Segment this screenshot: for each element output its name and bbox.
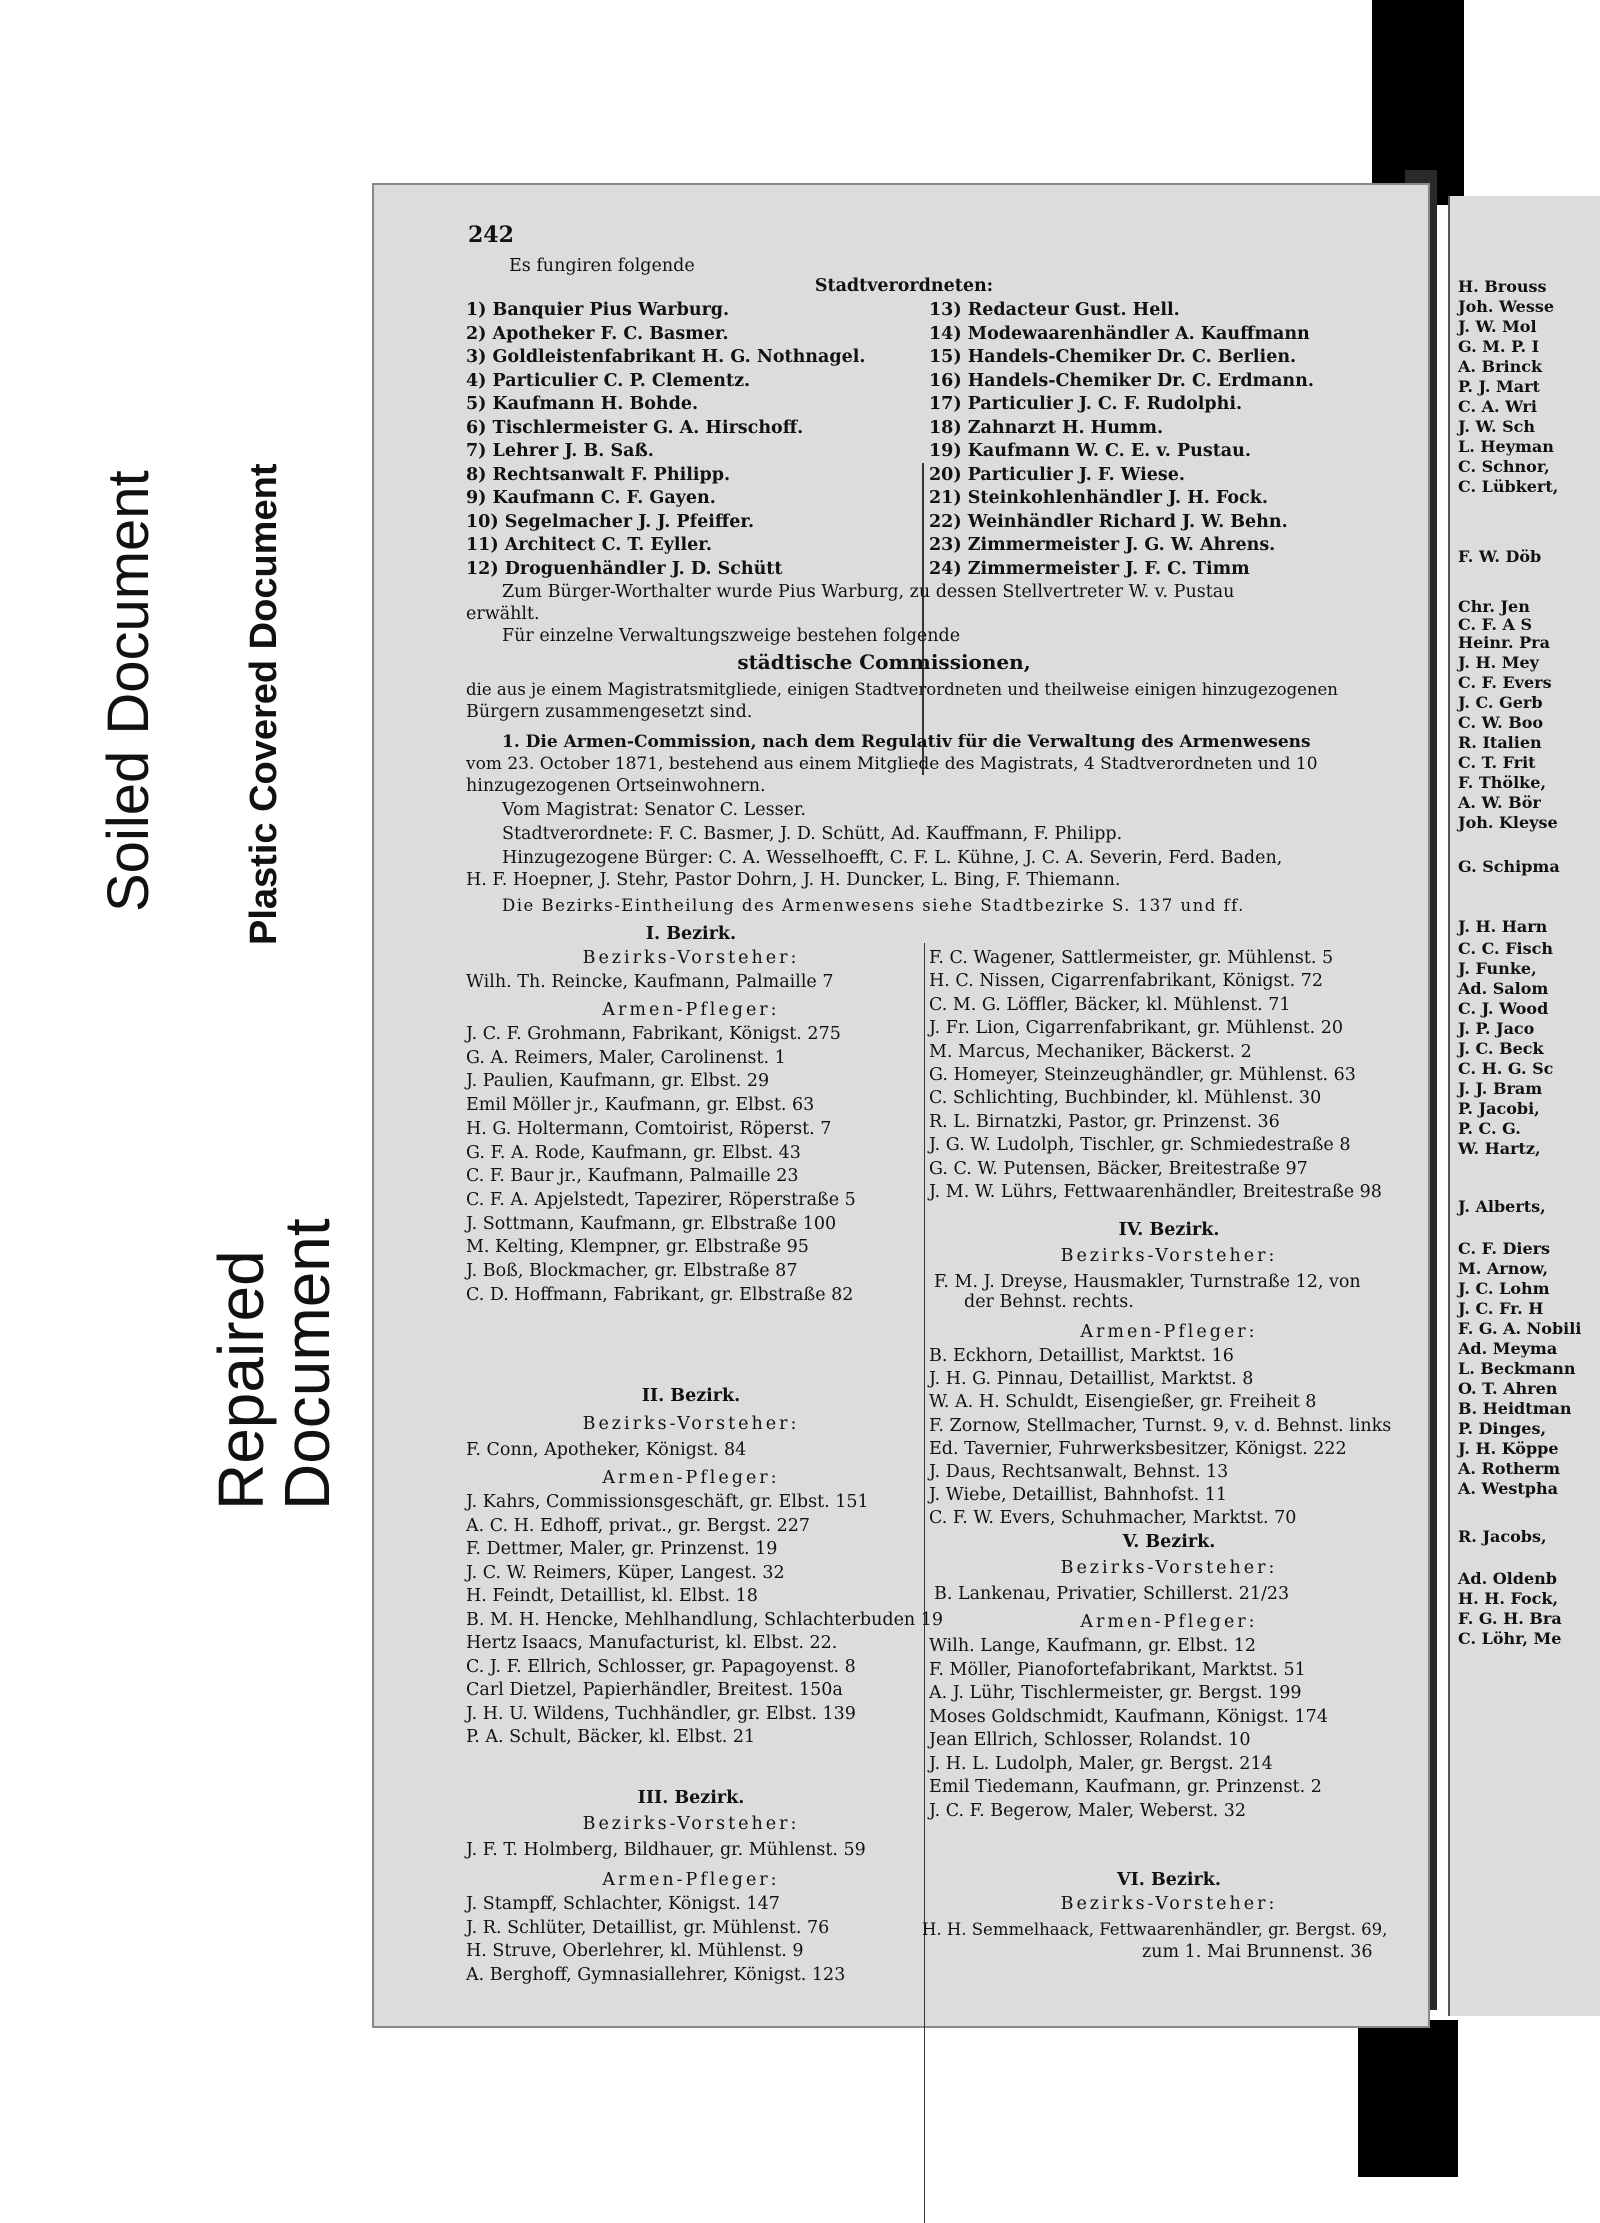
bezirk-6-vorsteher: H. H. Semmelhaack, Fettwaarenhändler, gr. Bergst. 69, bbox=[922, 1920, 1388, 1939]
pfleger-entry: C. F. W. Evers, Schuhmacher, Marktst. 70 bbox=[929, 1508, 1297, 1529]
adjacent-page-entry: J. W. Sch bbox=[1458, 417, 1536, 436]
paragraph-commissionen: die aus je einem Magistratsmitgliede, einigen Stadtverordneten und theilweise einigen hinzugezogenen bbox=[466, 680, 1338, 699]
adjacent-page-entry: L. Heyman bbox=[1458, 437, 1554, 456]
adjacent-page-entry: Ad. Oldenb bbox=[1458, 1569, 1557, 1588]
member-entry: 15) Handels-Chemiker Dr. C. Berlien. bbox=[929, 347, 1297, 367]
member-entry: 17) Particulier J. C. F. Rudolphi. bbox=[929, 394, 1243, 414]
paragraph-verwaltung: Für einzelne Verwaltungszweige bestehen folgende bbox=[502, 626, 961, 646]
adjacent-page-entry: Ad. Salom bbox=[1458, 979, 1549, 998]
adjacent-page-entry: J. C. Lohm bbox=[1458, 1279, 1550, 1298]
adjacent-page-entry: P. Jacobi, bbox=[1458, 1099, 1540, 1118]
pfleger-entry: C. J. F. Ellrich, Schlosser, gr. Papagoyenst. 8 bbox=[466, 1656, 856, 1677]
pfleger-entry: R. L. Birnatzki, Pastor, gr. Prinzenst. 36 bbox=[929, 1111, 1280, 1132]
pfleger-entry: Wilh. Lange, Kaufmann, gr. Elbst. 12 bbox=[929, 1636, 1256, 1656]
adjacent-page-entry: O. T. Ahren bbox=[1458, 1379, 1558, 1398]
member-entry: 24) Zimmermeister J. F. C. Timm bbox=[929, 558, 1250, 579]
pfleger-entry: Ed. Tavernier, Fuhrwerksbesitzer, Königst. 222 bbox=[929, 1438, 1347, 1459]
bezirk-1-vorsteher: Wilh. Th. Reincke, Kaufmann, Palmaille 7 bbox=[466, 972, 834, 992]
pfleger-entry: B. M. H. Hencke, Mehlhandlung, Schlachterbuden 19 bbox=[466, 1609, 944, 1630]
pfleger-entry: M. Marcus, Mechaniker, Bäckerst. 2 bbox=[929, 1041, 1252, 1062]
pfleger-entry: J. Fr. Lion, Cigarrenfabrikant, gr. Mühlenst. 20 bbox=[929, 1018, 1344, 1039]
pfleger-entry: H. Feindt, Detaillist, kl. Elbst. 18 bbox=[466, 1586, 758, 1606]
pfleger-entry: Hertz Isaacs, Manufacturist, kl. Elbst. 22. bbox=[466, 1633, 838, 1653]
adjacent-page-entry: C. F. Evers bbox=[1458, 673, 1552, 692]
adjacent-page-entry: L. Beckmann bbox=[1458, 1359, 1576, 1378]
member-entry: 3) Goldleistenfabrikant H. G. Nothnagel. bbox=[466, 347, 866, 367]
pfleger-entry: Jean Ellrich, Schlosser, Rolandst. 10 bbox=[929, 1730, 1251, 1750]
pfleger-entry: H. G. Holtermann, Comtoirist, Röperst. 7 bbox=[466, 1118, 832, 1139]
pfleger-entry: J. H. U. Wildens, Tuchhändler, gr. Elbst. 139 bbox=[466, 1703, 856, 1724]
pfleger-entry: J. G. W. Ludolph, Tischler, gr. Schmiedestraße 8 bbox=[929, 1135, 1351, 1156]
adjacent-page-entry: J. C. Beck bbox=[1458, 1039, 1544, 1058]
member-entry: 18) Zahnarzt H. Humm. bbox=[929, 417, 1164, 438]
bezirk-2-vorsteher-label: Bezirks-Vorsteher: bbox=[582, 1414, 800, 1434]
pfleger-entry: P. A. Schult, Bäcker, kl. Elbst. 21 bbox=[466, 1727, 756, 1747]
member-entry: 4) Particulier C. P. Clementz. bbox=[466, 370, 751, 391]
hinzugezogene-line: Hinzugezogene Bürger: C. A. Wesselhoefft, C. F. L. Kühne, J. C. A. Severin, Ferd. Baden, bbox=[502, 848, 1283, 868]
member-entry: 22) Weinhändler Richard J. W. Behn. bbox=[929, 511, 1288, 532]
stadtverordnete-line: Stadtverordnete: F. C. Basmer, J. D. Schütt, Ad. Kauffmann, F. Philipp. bbox=[502, 824, 1123, 844]
adjacent-page-entry: Chr. Jen bbox=[1458, 597, 1530, 616]
adjacent-page-entry: J. H. Köppe bbox=[1458, 1439, 1559, 1458]
bezirk-3-pfleger-label: Armen-Pfleger: bbox=[602, 1870, 780, 1890]
bezirk-6-vorsteher-label: Bezirks-Vorsteher: bbox=[1060, 1894, 1278, 1914]
adjacent-page-entry: P. C. G. bbox=[1458, 1119, 1521, 1138]
pfleger-entry: B. Eckhorn, Detaillist, Marktst. 16 bbox=[929, 1346, 1234, 1366]
adjacent-page-entry: P. J. Mart bbox=[1458, 377, 1540, 396]
pfleger-entry: H. Struve, Oberlehrer, kl. Mühlenst. 9 bbox=[466, 1941, 804, 1961]
adjacent-page-entry: A. W. Bör bbox=[1458, 793, 1541, 812]
pfleger-entry: A. J. Lühr, Tischlermeister, gr. Bergst. 199 bbox=[929, 1683, 1302, 1703]
member-entry: 7) Lehrer J. B. Saß. bbox=[466, 441, 654, 461]
pfleger-entry: C. F. A. Apjelstedt, Tapezirer, Röperstraße 5 bbox=[466, 1189, 856, 1210]
member-entry: 13) Redacteur Gust. Hell. bbox=[929, 300, 1180, 320]
bezirk-2-vorsteher: F. Conn, Apotheker, Königst. 84 bbox=[466, 1440, 747, 1460]
pfleger-entry: J. H. L. Ludolph, Maler, gr. Bergst. 214 bbox=[929, 1753, 1273, 1774]
adjacent-page-entry: A. Rotherm bbox=[1458, 1459, 1561, 1478]
repaired-line-1: Repaired bbox=[205, 1250, 277, 1510]
bezirk-4-vorsteher-label: Bezirks-Vorsteher: bbox=[1060, 1246, 1278, 1266]
repaired-document-label bbox=[205, 1218, 343, 1510]
member-entry: 11) Architect C. T. Eyller. bbox=[466, 535, 712, 555]
pfleger-entry: J. C. F. Begerow, Maler, Weberst. 32 bbox=[929, 1800, 1247, 1821]
bezirk-4-title: IV. Bezirk. bbox=[1118, 1220, 1220, 1240]
member-entry: 10) Segelmacher J. J. Pfeiffer. bbox=[466, 511, 755, 532]
member-entry: 9) Kaufmann C. F. Gayen. bbox=[466, 488, 716, 508]
bezirk-2-pfleger-label: Armen-Pfleger: bbox=[602, 1468, 780, 1488]
bezirk-6-vorsteher-cont: zum 1. Mai Brunnenst. 36 bbox=[1142, 1942, 1373, 1962]
pfleger-entry: F. Dettmer, Maler, gr. Prinzenst. 19 bbox=[466, 1539, 778, 1559]
adjacent-page-entry: C. F. A S bbox=[1458, 615, 1533, 634]
pfleger-entry: J. Wiebe, Detaillist, Bahnhofst. 11 bbox=[929, 1485, 1228, 1506]
adjacent-page-entry: A. Brinck bbox=[1458, 357, 1543, 376]
column-divider bbox=[924, 943, 925, 2223]
repaired-line-2: Document bbox=[271, 1218, 343, 1510]
pfleger-entry: Carl Dietzel, Papierhändler, Breitest. 150a bbox=[466, 1680, 843, 1700]
pfleger-entry: A. C. H. Edhoff, privat., gr. Bergst. 227 bbox=[466, 1515, 811, 1536]
pfleger-entry: J. Kahrs, Commissionsgeschäft, gr. Elbst. 151 bbox=[466, 1492, 869, 1512]
adjacent-page-entry: Heinr. Pra bbox=[1458, 633, 1550, 652]
adjacent-page-entry: G. M. P. I bbox=[1458, 337, 1540, 356]
pfleger-entry: G. Homeyer, Steinzeughändler, gr. Mühlenst. 63 bbox=[929, 1065, 1356, 1085]
pfleger-entry: J. Stampff, Schlachter, Königst. 147 bbox=[466, 1894, 780, 1914]
adjacent-page-edge bbox=[1448, 196, 1600, 2016]
adjacent-page-entry: J. P. Jaco bbox=[1458, 1019, 1535, 1038]
book-page bbox=[372, 183, 1430, 2028]
plastic-covered-label: Plastic Covered Document bbox=[243, 463, 285, 945]
member-entry: 20) Particulier J. F. Wiese. bbox=[929, 464, 1185, 485]
adjacent-page-entry: F. Thölke, bbox=[1458, 773, 1547, 792]
pfleger-entry: G. F. A. Rode, Kaufmann, gr. Elbst. 43 bbox=[466, 1142, 801, 1163]
bezirk-4-vorsteher-cont: der Behnst. rechts. bbox=[964, 1292, 1134, 1312]
paragraph-worthalter-cont: erwählt. bbox=[466, 604, 540, 624]
paragraph-worthalter: Zum Bürger-Worthalter wurde Pius Warburg, zu dessen Stellvertreter W. v. Pustau bbox=[502, 582, 1235, 602]
adjacent-page-entry: C. T. Frit bbox=[1458, 753, 1536, 772]
adjacent-page-entry: R. Italien bbox=[1458, 733, 1542, 752]
page-number: 242 bbox=[468, 222, 514, 248]
adjacent-page-entry: J. Funke, bbox=[1458, 959, 1537, 978]
adjacent-page-entry: R. Jacobs, bbox=[1458, 1527, 1547, 1546]
adjacent-page-entry: B. Heidtman bbox=[1458, 1399, 1572, 1418]
bezirk-5-vorsteher-label: Bezirks-Vorsteher: bbox=[1060, 1558, 1278, 1578]
adjacent-page-entry: J. H. Harn bbox=[1458, 917, 1548, 936]
adjacent-page-entry: C. Schnor, bbox=[1458, 457, 1550, 476]
pfleger-entry: F. Zornow, Stellmacher, Turnst. 9, v. d. Behnst. links bbox=[929, 1415, 1392, 1436]
adjacent-page-entry: Joh. Kleyse bbox=[1458, 813, 1558, 832]
adjacent-page-entry: J. C. Fr. H bbox=[1458, 1299, 1544, 1318]
bezirk-3-vorsteher: J. F. T. Holmberg, Bildhauer, gr. Mühlenst. 59 bbox=[466, 1840, 866, 1860]
adjacent-page-entry: J. W. Mol bbox=[1458, 317, 1537, 336]
adjacent-page-entry: P. Dinges, bbox=[1458, 1419, 1547, 1438]
pfleger-entry: Emil Tiedemann, Kaufmann, gr. Prinzenst. 2 bbox=[929, 1777, 1322, 1797]
adjacent-page-entry: Ad. Meyma bbox=[1458, 1339, 1558, 1358]
member-entry: 6) Tischlermeister G. A. Hirschoff. bbox=[466, 417, 804, 438]
adjacent-page-entry: C. A. Wri bbox=[1458, 397, 1537, 416]
adjacent-page-entry: J. J. Bram bbox=[1458, 1079, 1543, 1098]
member-entry: 19) Kaufmann W. C. E. v. Pustau. bbox=[929, 441, 1251, 461]
pfleger-entry: J. Paulien, Kaufmann, gr. Elbst. 29 bbox=[466, 1071, 770, 1092]
adjacent-page-entry: C. Lübkert, bbox=[1458, 477, 1559, 496]
heading-commissionen: städtische Commissionen, bbox=[737, 650, 1031, 674]
adjacent-page-entry: Joh. Wesse bbox=[1458, 297, 1555, 316]
pfleger-entry: J. Sottmann, Kaufmann, gr. Elbstraße 100 bbox=[466, 1213, 837, 1234]
armen-commission-title: 1. Die Armen-Commission, nach dem Regulativ für die Verwaltung des Armenwesens bbox=[502, 732, 1311, 752]
adjacent-page-entry: G. Schipma bbox=[1458, 857, 1560, 876]
paragraph-commissionen-cont: Bürgern zusammengesetzt sind. bbox=[466, 702, 753, 722]
member-entry: 5) Kaufmann H. Bohde. bbox=[466, 394, 699, 414]
binding-clip-bottom bbox=[1358, 2020, 1458, 2177]
adjacent-page-entry: C. Löhr, Me bbox=[1458, 1629, 1562, 1648]
adjacent-page-entry: H. H. Fock, bbox=[1458, 1589, 1559, 1608]
member-entry: 2) Apotheker F. C. Basmer. bbox=[466, 323, 729, 344]
bezirk-5-vorsteher: B. Lankenau, Privatier, Schillerst. 21/23 bbox=[934, 1584, 1290, 1604]
bezirk-1-vorsteher-label: Bezirks-Vorsteher: bbox=[582, 948, 800, 968]
soiled-document-label: Soiled Document bbox=[96, 470, 161, 912]
pfleger-entry: A. Berghoff, Gymnasiallehrer, Königst. 123 bbox=[466, 1964, 846, 1985]
pfleger-entry: F. Möller, Pianofortefabrikant, Marktst. 51 bbox=[929, 1659, 1306, 1680]
member-entry: 14) Modewaarenhändler A. Kauffmann bbox=[929, 323, 1310, 344]
pfleger-entry: C. D. Hoffmann, Fabrikant, gr. Elbstraße 82 bbox=[466, 1284, 854, 1305]
pfleger-entry: J. C. W. Reimers, Küper, Langest. 32 bbox=[466, 1562, 785, 1583]
adjacent-page-entry: C. J. Wood bbox=[1458, 999, 1549, 1018]
pfleger-entry: J. H. G. Pinnau, Detaillist, Marktst. 8 bbox=[929, 1369, 1254, 1390]
pfleger-entry: G. A. Reimers, Maler, Carolinenst. 1 bbox=[466, 1047, 786, 1068]
bezirk-5-title: V. Bezirk. bbox=[1122, 1532, 1216, 1552]
adjacent-page-entry: W. Hartz, bbox=[1458, 1139, 1541, 1158]
bezirk-1-pfleger-label: Armen-Pfleger: bbox=[602, 1000, 780, 1020]
adjacent-page-entry: C. C. Fisch bbox=[1458, 939, 1554, 958]
pfleger-entry: C. F. Baur jr., Kaufmann, Palmaille 23 bbox=[466, 1166, 799, 1187]
pfleger-entry: W. A. H. Schuldt, Eisengießer, gr. Freiheit 8 bbox=[929, 1392, 1317, 1413]
adjacent-page-entry: J. H. Mey bbox=[1458, 653, 1539, 672]
bezirk-3-vorsteher-label: Bezirks-Vorsteher: bbox=[582, 1814, 800, 1834]
adjacent-page-entry: J. C. Gerb bbox=[1458, 693, 1543, 712]
armen-commission-line3: hinzugezogenen Ortseinwohnern. bbox=[466, 776, 766, 796]
column-divider-top bbox=[922, 463, 924, 775]
adjacent-page-entry: C. W. Boo bbox=[1458, 713, 1544, 732]
bezirk-4-pfleger-label: Armen-Pfleger: bbox=[1080, 1322, 1258, 1342]
heading-stadtverordneten: Stadtverordneten: bbox=[814, 276, 994, 296]
intro-text: Es fungiren folgende bbox=[509, 256, 695, 276]
pfleger-entry: H. C. Nissen, Cigarrenfabrikant, Königst. 72 bbox=[929, 971, 1324, 992]
vom-magistrat: Vom Magistrat: Senator C. Lesser. bbox=[502, 800, 806, 820]
hinzugezogene-line-cont: H. F. Hoepner, J. Stehr, Pastor Dohrn, J. H. Duncker, L. Bing, F. Thiemann. bbox=[466, 870, 1121, 890]
bezirk-3-title: III. Bezirk. bbox=[637, 1788, 745, 1808]
pfleger-entry: J. M. W. Lührs, Fettwaarenhändler, Breitestraße 98 bbox=[929, 1182, 1382, 1202]
pfleger-entry: J. Daus, Rechtsanwalt, Behnst. 13 bbox=[929, 1462, 1229, 1482]
member-entry: 8) Rechtsanwalt F. Philipp. bbox=[466, 464, 731, 485]
pfleger-entry: Moses Goldschmidt, Kaufmann, Königst. 174 bbox=[929, 1706, 1328, 1727]
adjacent-page-entry: F. W. Döb bbox=[1458, 547, 1542, 566]
adjacent-page-entry: F. G. H. Bra bbox=[1458, 1609, 1562, 1628]
pfleger-entry: M. Kelting, Klempner, gr. Elbstraße 95 bbox=[466, 1237, 809, 1258]
adjacent-page-entry: F. G. A. Nobili bbox=[1458, 1319, 1582, 1338]
adjacent-page-entry: C. H. G. Sc bbox=[1458, 1059, 1554, 1078]
pfleger-entry: F. C. Wagener, Sattlermeister, gr. Mühlenst. 5 bbox=[929, 948, 1334, 968]
pfleger-entry: C. Schlichting, Buchbinder, kl. Mühlenst. 30 bbox=[929, 1088, 1322, 1109]
member-entry: 21) Steinkohlenhändler J. H. Fock. bbox=[929, 488, 1268, 508]
pfleger-entry: Emil Möller jr., Kaufmann, gr. Elbst. 63 bbox=[466, 1095, 815, 1116]
pfleger-entry: G. C. W. Putensen, Bäcker, Breitestraße 97 bbox=[929, 1158, 1308, 1179]
pfleger-entry: C. M. G. Löffler, Bäcker, kl. Mühlenst. 71 bbox=[929, 994, 1291, 1015]
armen-commission-line2: vom 23. October 1871, bestehend aus einem Mitgliede des Magistrats, 4 Stadtverordneten und 10 bbox=[466, 754, 1318, 774]
pfleger-entry: J. Boß, Blockmacher, gr. Elbstraße 87 bbox=[466, 1261, 798, 1281]
bezirk-1-title: I. Bezirk. bbox=[645, 924, 737, 944]
member-entry: 12) Droguenhändler J. D. Schütt bbox=[466, 558, 783, 579]
bezirk-2-title: II. Bezirk. bbox=[641, 1386, 741, 1406]
member-entry: 16) Handels-Chemiker Dr. C. Erdmann. bbox=[929, 370, 1314, 391]
adjacent-page-entry: M. Arnow, bbox=[1458, 1259, 1549, 1278]
adjacent-page-entry: J. Alberts, bbox=[1458, 1197, 1546, 1216]
bezirk-5-pfleger-label: Armen-Pfleger: bbox=[1080, 1612, 1258, 1632]
adjacent-page-entry: A. Westpha bbox=[1458, 1479, 1558, 1498]
adjacent-page-entry: H. Brouss bbox=[1458, 277, 1547, 296]
bezirk-6-title: VI. Bezirk. bbox=[1117, 1870, 1221, 1890]
pfleger-entry: J. R. Schlüter, Detaillist, gr. Mühlenst. 76 bbox=[466, 1917, 830, 1938]
member-entry: 23) Zimmermeister J. G. W. Ahrens. bbox=[929, 535, 1276, 555]
member-entry: 1) Banquier Pius Warburg. bbox=[466, 300, 730, 320]
adjacent-page-entry: C. F. Diers bbox=[1458, 1239, 1551, 1258]
bezirk-4-vorsteher: F. M. J. Dreyse, Hausmakler, Turnstraße 12, von bbox=[934, 1272, 1361, 1292]
pfleger-entry: J. C. F. Grohmann, Fabrikant, Königst. 275 bbox=[466, 1024, 841, 1044]
bezirks-note: Die Bezirks-Eintheilung des Armenwesens siehe Stadtbezirke S. 137 und ff. bbox=[502, 896, 1245, 915]
